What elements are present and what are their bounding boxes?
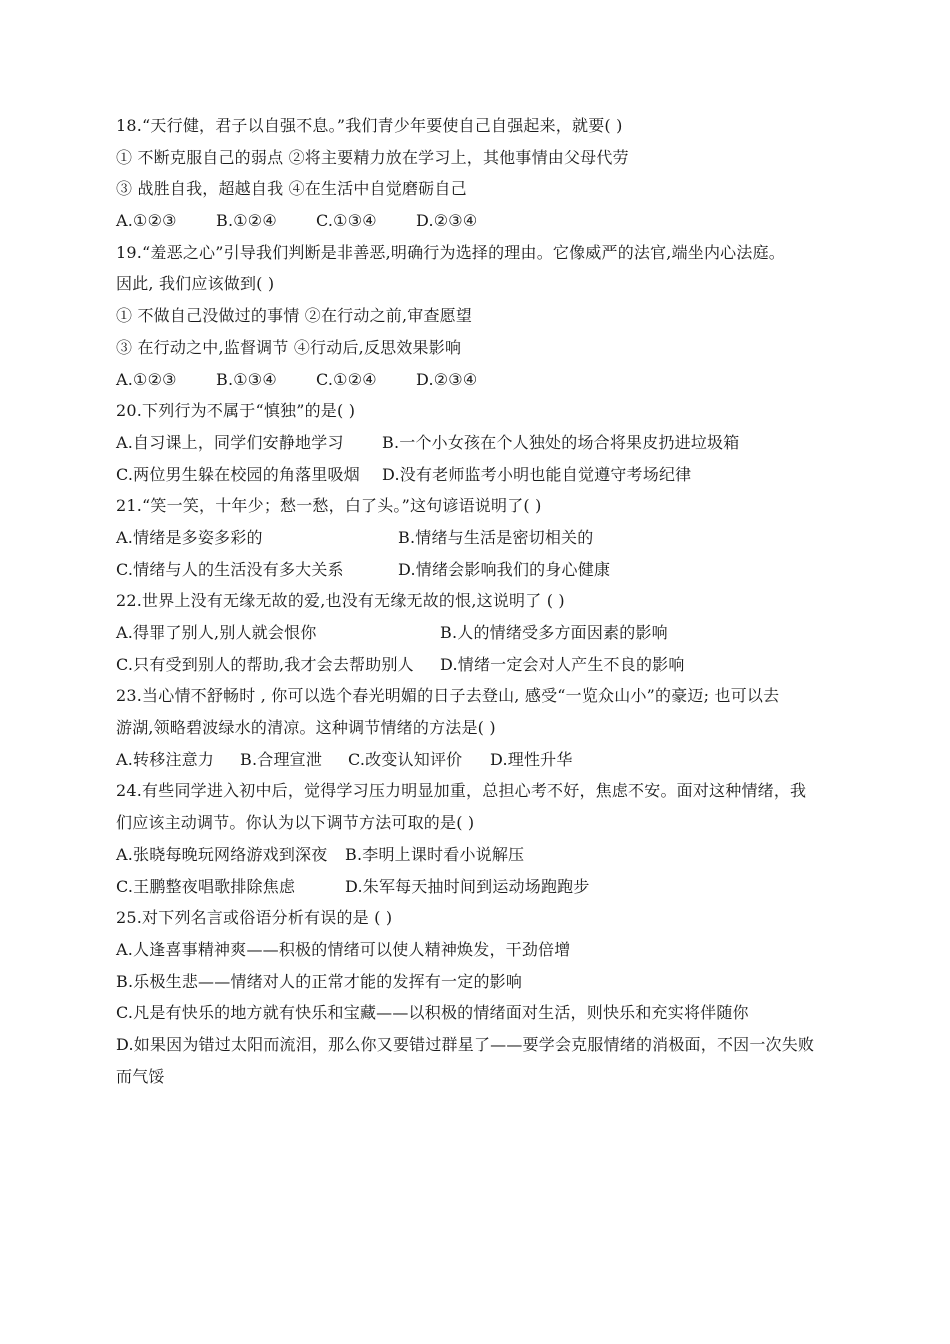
option-d-continued: 而气馁	[116, 1066, 165, 1086]
question-22-stem: 22.世界上没有无缘无故的爱,也没有无缘无故的恨,这说明了 ( )	[116, 591, 565, 611]
question-25-stem: 25.对下列名言或俗语分析有误的是 ( )	[116, 908, 393, 928]
question-18-item: ③ 战胜自我，超越自我 ④在生活中自觉磨砺自己	[116, 179, 467, 199]
option-d: D.没有老师监考小明也能自觉遵守考场纪律	[382, 464, 692, 484]
question-19-item: ① 不做自己没做过的事情 ②在行动之前,审查愿望	[116, 306, 473, 326]
option-d: D.朱军每天抽时间到运动场跑跑步	[345, 876, 590, 896]
option-a: A.①②③	[116, 211, 177, 231]
option-b: B.一个小女孩在个人独处的场合将果皮扔进垃圾箱	[382, 432, 740, 452]
question-20-stem: 20.下列行为不属于“慎独”的是( )	[116, 401, 356, 421]
option-b: B.李明上课时看小说解压	[345, 844, 525, 864]
question-24-stem: 24.有些同学进入初中后，觉得学习压力明显加重，总担心考不好，焦虑不安。面对这种情绪，我	[116, 781, 807, 801]
option-c: C.改变认知评价	[348, 749, 463, 769]
question-19-stem: 19.“羞恶之心”引导我们判断是非善恶,明确行为选择的理由。它像威严的法官,端坐内心法庭。	[116, 242, 785, 262]
question-19-item: ③ 在行动之中,监督调节 ④行动后,反思效果影响	[116, 337, 462, 357]
option-c: C.①③④	[316, 211, 377, 231]
exam-page	[116, 110, 846, 1092]
option-a: A.人逢喜事精神爽——积极的情绪可以使人精神焕发，干劲倍增	[116, 939, 571, 959]
option-a: A.得罪了别人,别人就会恨你	[116, 623, 317, 642]
question-24-stem: 们应该主动调节。你认为以下调节方法可取的是( )	[116, 813, 475, 833]
option-c: C.两位男生躲在校园的角落里吸烟	[116, 464, 360, 484]
question-24-options	[116, 871, 846, 903]
option-a: A.情绪是多姿多彩的	[116, 527, 263, 547]
option-a: A.张晓每晚玩网络游戏到深夜	[116, 844, 328, 864]
option-a: A.自习课上，同学们安静地学习	[116, 432, 344, 452]
option-c: C.凡是有快乐的地方就有快乐和宝藏——以积极的情绪面对生活，则快乐和充实将伴随你	[116, 1003, 749, 1023]
question-18-item: ① 不断克服自己的弱点 ②将主要精力放在学习上，其他事情由父母代劳	[116, 147, 629, 167]
option-d: D.情绪会影响我们的身心健康	[398, 559, 611, 579]
question-23-stem: 游湖,领略碧波绿水的清凉。这种调节情绪的方法是( )	[116, 718, 496, 738]
option-b: B.乐极生悲——情绪对人的正常才能的发挥有一定的影响	[116, 971, 523, 991]
option-c: C.只有受到别人的帮助,我才会去帮助别人	[116, 654, 414, 674]
question-22-options	[116, 649, 846, 681]
question-18-options	[116, 205, 846, 237]
option-a: A.①②③	[116, 369, 177, 389]
question-21-stem: 21.“笑一笑，十年少；愁一愁，白了头。”这句谚语说明了( )	[116, 496, 542, 516]
question-19-options	[116, 364, 846, 396]
question-18-stem: 18.“天行健，君子以自强不息。”我们青少年要使自己自强起来，就要( )	[116, 116, 623, 135]
option-d: D.理性升华	[490, 749, 573, 769]
question-23-stem: 23.当心情不舒畅时 , 你可以选个春光明媚的日子去登山, 感受“一览众山小”的豪迈; 也可以去	[116, 686, 780, 706]
option-a: A.转移注意力	[116, 749, 215, 769]
question-23-options	[116, 744, 846, 776]
option-d: D.情绪一定会对人产生不良的影响	[440, 654, 685, 674]
option-b: B.①③④	[216, 369, 277, 389]
question-20-options	[116, 427, 846, 459]
option-c: C.王鹏整夜唱歌排除焦虑	[116, 876, 296, 896]
question-24-options	[116, 839, 846, 871]
option-b: B.人的情绪受多方面因素的影响	[440, 623, 668, 642]
option-b: B.情绪与生活是密切相关的	[398, 527, 594, 547]
question-22-options	[116, 617, 846, 649]
question-21-options	[116, 554, 846, 586]
option-d: D.②③④	[416, 369, 478, 389]
option-c: C.情绪与人的生活没有多大关系	[116, 559, 344, 579]
option-b: B.合理宣泄	[240, 749, 323, 769]
option-c: C.①②④	[316, 369, 377, 389]
question-21-options	[116, 522, 846, 554]
question-19-stem: 因此, 我们应该做到( )	[116, 274, 275, 294]
option-d: D.如果因为错过太阳而流泪，那么你又要错过群星了——要学会克服情绪的消极面，不因一次失败	[116, 1034, 815, 1054]
question-20-options	[116, 459, 846, 491]
option-d: D.②③④	[416, 211, 478, 231]
option-b: B.①②④	[216, 211, 277, 231]
